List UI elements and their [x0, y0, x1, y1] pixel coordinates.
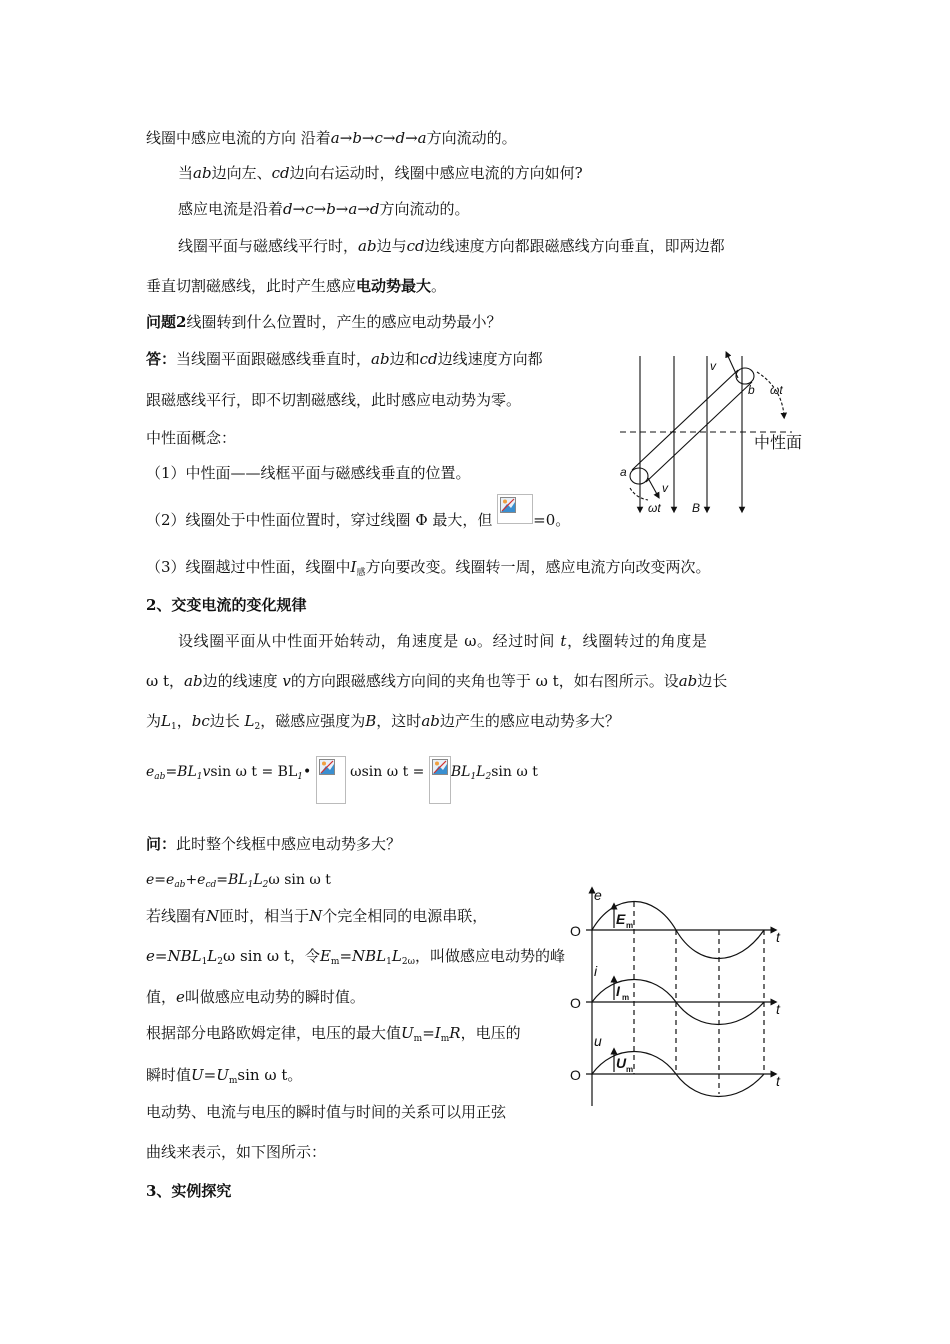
broken-image-placeholder [497, 494, 533, 524]
question-line: 问：此时整个线框中感应电动势多大？ [146, 835, 402, 853]
text-line: 根据部分电路欧姆定律，电压的最大值$U_m=I_mR$，电压的 [146, 1024, 521, 1044]
formula-emf-total: $e=e_{ab}+e_{cd}=BL_1L_2\omega$ sin ω t [146, 872, 331, 890]
peak-sub: m [626, 921, 634, 930]
angle-label: ωt [770, 383, 783, 397]
text-line: （3）线圈越过中性面，线圈中$I_感$方向要改变。线圈转一周，感应电流方向改变两次。 [146, 558, 711, 578]
text-line: 线圈平面与磁感线平行时，ab边与cd边线速度方向都跟磁感线方向垂直，即两边都 [178, 237, 725, 255]
text-line: 值，e叫做感应电动势的瞬时值。 [146, 988, 365, 1006]
peak-sub: m [626, 1065, 634, 1074]
text-line: 中性面概念： [146, 429, 237, 447]
text-line: 为$L_1$，bc边长 $L_2$，磁感应强度为B，这时ab边产生的感应电动势多大？ [146, 712, 620, 732]
time-label: t [776, 929, 780, 945]
text-line: 若线圈有N匝时，相当于N个完全相同的电源串联， [146, 907, 488, 925]
axis-label-e: e [594, 887, 602, 903]
angle-label: ωt [648, 501, 661, 515]
text-line: 曲线来表示，如下图所示： [146, 1143, 327, 1161]
section-heading: 3、实例探究 [146, 1182, 232, 1200]
coil-rotation-diagram [612, 348, 812, 518]
text-line: 感应电流是沿着d→c→b→a→d方向流动的。 [178, 200, 470, 218]
axis-label-i: i [594, 963, 598, 979]
origin-label: O [570, 923, 581, 939]
peak-sub: m [622, 993, 630, 1002]
text-line: ω t，ab边的线速度 v的方向跟磁感线方向间的夹角也等于 ω t，如右图所示。设ab边长 [146, 672, 728, 690]
text-line: 当ab边向左、cd边向右运动时，线圈中感应电流的方向如何? [178, 164, 583, 182]
text-line: （2）线圈处于中性面位置时，穿过线圈 Φ 最大，但 =0。 [146, 510, 570, 530]
formula-emf-ab: $e_{ab}=BL_1vsin$ ω $t = BL_1•$ ωsin ω t = $BL_1L_2\sin$ ω t [146, 762, 538, 804]
time-label: t [776, 1001, 780, 1017]
velocity-label: v [662, 481, 668, 495]
broken-image-icon [319, 759, 335, 775]
peak-label-U: U [616, 1055, 627, 1071]
velocity-label: v [710, 359, 716, 373]
question-heading: 问题2线圈转到什么位置时，产生的感应电动势最小？ [146, 313, 502, 331]
sine-waveforms-diagram [564, 884, 804, 1112]
broken-image-placeholder [429, 756, 451, 804]
point-label: a [620, 465, 627, 479]
text-line: （1）中性面——线框平面与磁感线垂直的位置。 [146, 464, 471, 482]
text-line: 线圈中感应电流的方向 沿着a→b→c→d→a方向流动的。 [146, 129, 517, 147]
broken-image-placeholder [316, 756, 346, 804]
origin-label: O [570, 995, 581, 1011]
time-label: t [776, 1073, 780, 1089]
peak-label-E: E [616, 911, 626, 927]
text-line: 垂直切割磁感线，此时产生感应电动势最大。 [146, 277, 447, 295]
point-label: b [748, 383, 755, 397]
broken-image-icon [500, 497, 516, 513]
peak-label-I: I [616, 983, 620, 999]
answer-line: 答：当线圈平面跟磁感线垂直时，ab边和cd边线速度方向都 [146, 350, 543, 368]
field-label: B [692, 501, 701, 515]
neutral-plane-label: 中性面 [754, 435, 803, 452]
broken-image-icon [432, 759, 448, 775]
formula-peak: $e=NBL_1L_2\omega$ sin ω t，令$E_m=NBL_1L_{2\omega}$，叫做感应电动势的峰 [146, 947, 565, 967]
section-heading: 2、交变电流的变化规律 [146, 596, 307, 614]
origin-label: O [570, 1067, 581, 1083]
answer-line: 跟磁感线平行，即不切割磁感线，此时感应电动势为零。 [146, 391, 522, 409]
text-line: 瞬时值$U=U_m\sin$ ω t。 [146, 1066, 303, 1086]
axis-label-u: u [594, 1033, 602, 1049]
text-line: 设线圈平面从中性面开始转动，角速度是 ω。经过时间 t，线圈转过的角度是 [178, 632, 708, 650]
text-line: 电动势、电流与电压的瞬时值与时间的关系可以用正弦 [146, 1103, 507, 1121]
